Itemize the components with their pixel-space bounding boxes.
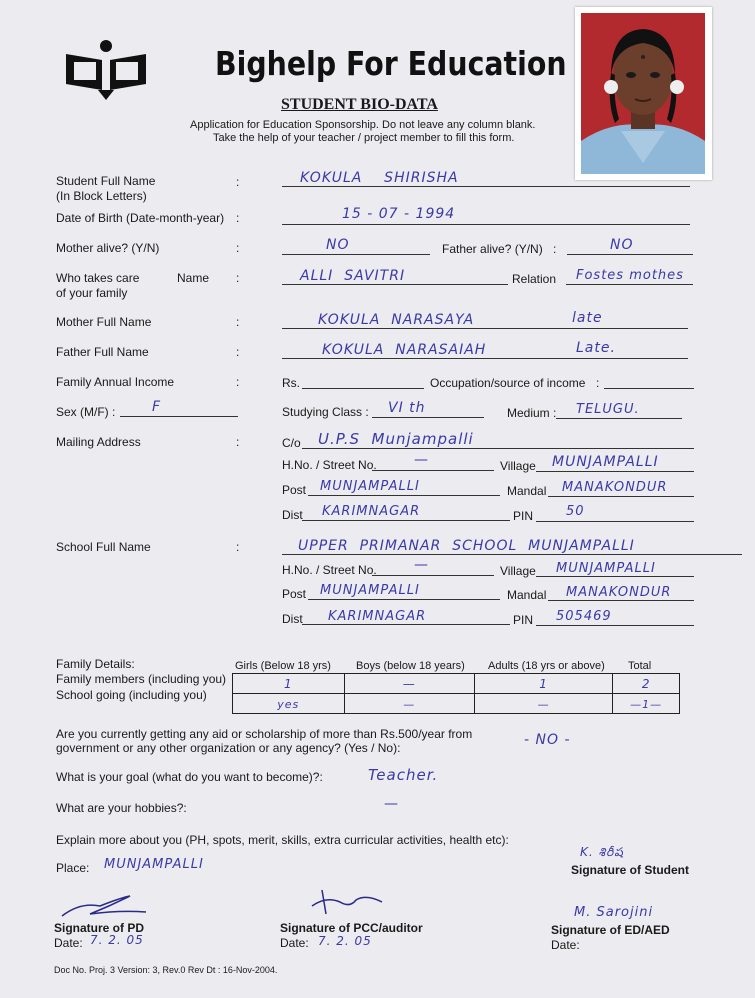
- mailing-co-value[interactable]: U.P.S Munjampalli: [318, 430, 474, 448]
- mother-status-value[interactable]: late: [572, 310, 603, 326]
- mailing-village-label: Village: [500, 459, 536, 473]
- school-village-line: [536, 576, 694, 577]
- school-pin-value[interactable]: 505469: [556, 609, 612, 624]
- pd-date-value[interactable]: 7. 2. 05: [90, 933, 144, 947]
- sex-line: [120, 416, 238, 417]
- father-name-label: Father Full Name: [56, 345, 149, 359]
- medium-label: Medium :: [507, 406, 557, 420]
- doc-number: Doc No. Proj. 3 Version: 3, Rev.0 Rev Dt : 16-Nov-2004.: [54, 965, 278, 975]
- school-total-count[interactable]: —1—: [613, 694, 680, 714]
- school-village-label: Village: [500, 564, 536, 578]
- caretaker-name-line: [282, 284, 508, 285]
- father-alive-value[interactable]: NO: [610, 237, 634, 253]
- pd-signature-label: Signature of PD: [54, 921, 145, 935]
- aid-question-line-2: government or any other organization or any agency? (Yes / No):: [56, 741, 401, 755]
- school-hno-value[interactable]: —: [414, 557, 429, 573]
- school-mandal-label: Mandal: [507, 588, 547, 602]
- explain-question: Explain more about you (PH, spots, merit, skills, extra curricular activities, health etc):: [56, 833, 509, 847]
- family-total-count[interactable]: 2: [613, 674, 680, 694]
- goal-question: What is your goal (what do you want to become)?:: [56, 770, 323, 784]
- instruction-line-2: Take the help of your teacher / project member to fill this form.: [213, 132, 515, 144]
- family-adults-count[interactable]: 1: [474, 674, 612, 694]
- mother-alive-label: Mother alive? (Y/N): [56, 241, 160, 255]
- school-adults-count[interactable]: —: [474, 694, 612, 714]
- medium-value[interactable]: TELUGU.: [576, 402, 640, 417]
- mailing-pin-label: PIN: [513, 509, 534, 523]
- mailing-pin-line: [536, 521, 694, 522]
- school-hno-label: H.No. / Street No.: [282, 563, 377, 577]
- school-value[interactable]: UPPER PRIMANAR SCHOOL MUNJAMPALLI: [298, 538, 635, 554]
- father-name-line: [282, 358, 688, 359]
- pcc-signature-label: Signature of PCC/auditor: [280, 921, 423, 935]
- table-row: [233, 694, 680, 714]
- school-post-line: [308, 599, 500, 600]
- father-name-value[interactable]: KOKULA NARASAIAH: [322, 342, 487, 358]
- mailing-label: Mailing Address: [56, 435, 141, 449]
- school-label: School Full Name: [56, 540, 151, 554]
- mailing-mandal-value[interactable]: MANAKONDUR: [562, 480, 668, 495]
- full-name-value[interactable]: KOKULA SHIRISHA: [300, 170, 459, 186]
- form-title: STUDENT BIO-DATA: [281, 96, 438, 113]
- school-mandal-line: [548, 600, 694, 601]
- school-hno-line: [372, 575, 494, 576]
- caretaker-relation-label: Relation: [512, 272, 557, 286]
- colon: :: [553, 242, 557, 256]
- ed-signature[interactable]: M. Sarojini: [574, 905, 654, 920]
- full-name-sublabel: (In Block Letters): [56, 189, 147, 203]
- income-label: Family Annual Income: [56, 375, 175, 389]
- hobbies-answer[interactable]: —: [384, 796, 399, 812]
- school-girls-count[interactable]: yes: [233, 694, 345, 714]
- family-row1-label: Family members (including you): [56, 672, 227, 686]
- mailing-dist-label: Dist: [282, 508, 303, 522]
- mailing-dist-line: [302, 520, 510, 521]
- mailing-mandal-line: [548, 496, 694, 497]
- pcc-date-value[interactable]: 7. 2. 05: [318, 934, 372, 948]
- family-header-adults: Adults (18 yrs or above): [488, 660, 605, 672]
- caretaker-label: Who takes care: [56, 271, 140, 285]
- mother-alive-value[interactable]: NO: [326, 237, 350, 253]
- table-row: [233, 674, 680, 694]
- occupation-line: [604, 388, 694, 389]
- colon: :: [236, 315, 240, 329]
- occupation-label: Occupation/source of income: [430, 376, 586, 390]
- mother-name-value[interactable]: KOKULA NARASAYA: [318, 312, 475, 328]
- sex-value[interactable]: F: [152, 399, 162, 415]
- mother-name-line: [282, 328, 688, 329]
- colon: :: [236, 345, 240, 359]
- aid-question-line-1: Are you currently getting any aid or scholarship of more than Rs.500/year from: [56, 727, 473, 741]
- school-dist-line: [302, 624, 510, 625]
- school-boys-count[interactable]: —: [344, 694, 474, 714]
- family-row2-label: School going (including you): [56, 688, 207, 702]
- student-signature[interactable]: K. శిరీష: [580, 845, 624, 859]
- sex-label: Sex (M/F) :: [56, 405, 116, 419]
- school-pin-label: PIN: [513, 613, 534, 627]
- pcc-date-label: Date:: [280, 936, 309, 950]
- colon: :: [236, 375, 240, 389]
- pcc-signature: [306, 884, 390, 922]
- school-dist-value[interactable]: KARIMNAGAR: [328, 609, 427, 624]
- mother-alive-line: [282, 254, 430, 255]
- mailing-co-label: C/o: [282, 436, 301, 450]
- mailing-hno-line: [372, 470, 494, 471]
- father-status-value[interactable]: Late.: [576, 340, 616, 356]
- mailing-hno-value[interactable]: —: [414, 452, 429, 468]
- ed-signature-label: Signature of ED/AED: [551, 923, 670, 937]
- dob-value[interactable]: 15 - 07 - 1994: [342, 206, 456, 222]
- full-name-label: Student Full Name: [56, 174, 156, 188]
- family-table: [232, 673, 680, 714]
- pd-date-label: Date:: [54, 936, 83, 950]
- org-logo: [62, 38, 150, 102]
- instruction-line-1: Application for Education Sponsorship. Do not leave any column blank.: [190, 119, 536, 131]
- colon: :: [596, 376, 600, 390]
- full-name-line: [282, 186, 690, 187]
- income-rs-label: Rs.: [282, 376, 300, 390]
- school-dist-label: Dist: [282, 612, 303, 626]
- caretaker-label-2: of your family: [56, 286, 128, 300]
- school-post-label: Post: [282, 587, 307, 601]
- student-photo: [575, 7, 712, 180]
- mailing-post-value[interactable]: MUNJAMPALLI: [320, 479, 420, 494]
- ed-date-label: Date:: [551, 938, 580, 952]
- pd-signature: [60, 892, 150, 922]
- caretaker-name-label: Name: [177, 271, 210, 285]
- colon: :: [236, 241, 240, 255]
- caretaker-relation-line: [566, 284, 693, 285]
- colon: :: [236, 271, 240, 285]
- family-header-girls: Girls (Below 18 yrs): [235, 660, 331, 672]
- medium-line: [556, 418, 682, 419]
- place-label: Place:: [56, 861, 90, 875]
- class-label: Studying Class :: [282, 405, 369, 419]
- mailing-post-label: Post: [282, 483, 307, 497]
- colon: :: [236, 175, 240, 189]
- father-alive-label: Father alive? (Y/N): [442, 242, 543, 256]
- class-value[interactable]: VI th: [388, 400, 426, 416]
- student-signature-label: Signature of Student: [571, 863, 689, 877]
- colon: :: [236, 211, 240, 225]
- aid-answer[interactable]: - NO -: [524, 732, 571, 748]
- family-header-boys: Boys (below 18 years): [356, 660, 465, 672]
- hobbies-question: What are your hobbies?:: [56, 801, 187, 815]
- dob-label: Date of Birth (Date-month-year): [56, 211, 225, 225]
- income-line: [302, 388, 424, 389]
- family-girls-count[interactable]: 1: [233, 674, 345, 694]
- goal-answer[interactable]: Teacher.: [368, 766, 439, 784]
- mailing-hno-label: H.No. / Street No.: [282, 458, 377, 472]
- family-header-total: Total: [628, 660, 652, 672]
- family-title: Family Details:: [56, 657, 135, 671]
- caretaker-name-value[interactable]: ALLI SAVITRI: [300, 268, 406, 284]
- colon: :: [236, 540, 240, 554]
- school-mandal-value[interactable]: MANAKONDUR: [566, 585, 672, 600]
- mailing-village-value[interactable]: MUNJAMPALLI: [552, 454, 659, 470]
- place-value[interactable]: MUNJAMPALLI: [104, 857, 204, 872]
- mother-name-label: Mother Full Name: [56, 315, 152, 329]
- school-line: [282, 554, 742, 555]
- family-boys-count[interactable]: —: [344, 674, 474, 694]
- class-line: [372, 417, 484, 418]
- mailing-pin-value[interactable]: 50: [566, 504, 585, 519]
- mailing-mandal-label: Mandal: [507, 484, 547, 498]
- org-name: Bighelp For Education: [215, 44, 567, 83]
- father-alive-line: [567, 254, 693, 255]
- school-village-value[interactable]: MUNJAMPALLI: [556, 561, 656, 576]
- mailing-post-line: [308, 495, 500, 496]
- mailing-dist-value[interactable]: KARIMNAGAR: [322, 504, 421, 519]
- school-post-value[interactable]: MUNJAMPALLI: [320, 583, 420, 598]
- mailing-village-line: [536, 471, 694, 472]
- dob-line: [282, 224, 690, 225]
- caretaker-relation-value[interactable]: Fostes mothes: [576, 268, 684, 283]
- school-pin-line: [536, 625, 694, 626]
- mailing-co-line: [302, 448, 694, 449]
- colon: :: [236, 435, 240, 449]
